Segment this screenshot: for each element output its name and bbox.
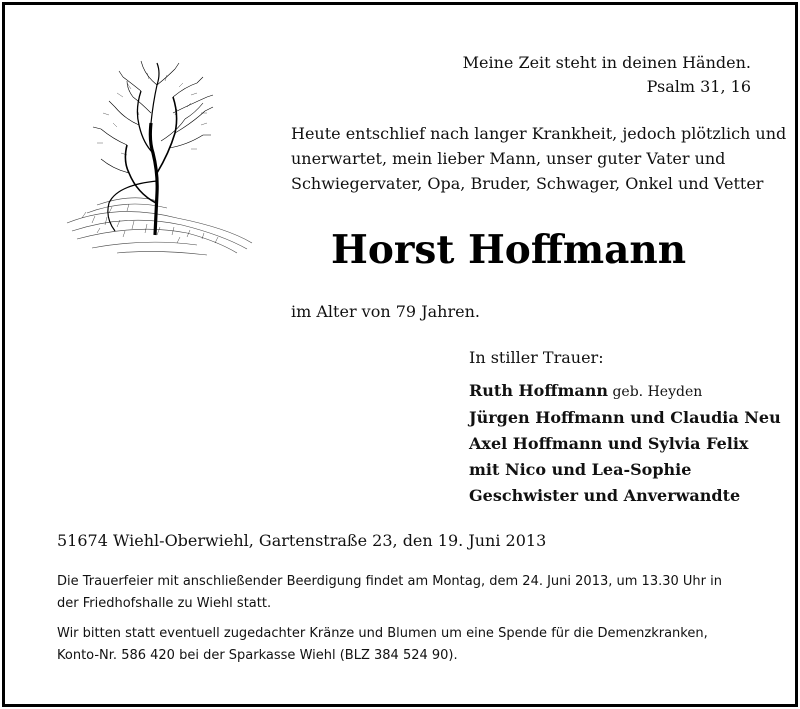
donation-note xyxy=(57,623,749,667)
address-line: 51674 Wiehl-Oberwiehl, Gartenstraße 23, den 19. Juni 2013 xyxy=(57,531,547,550)
deceased-name: Horst Hoffmann xyxy=(331,227,687,273)
intro-text xyxy=(291,121,787,196)
verse-text: Meine Zeit steht in deinen Händen. xyxy=(462,53,751,72)
mourner-entry: Geschwister und Anverwandte xyxy=(469,486,741,505)
mourner-entry: Axel Hoffmann und Sylvia Felix xyxy=(469,434,749,453)
mourner-entry: Jürgen Hoffmann und Claudia Neu xyxy=(469,408,781,427)
mourner-entry: Ruth Hoffmann geb. Heyden xyxy=(469,381,703,400)
intro-line: unerwartet, mein lieber Mann, unser guter Vater und xyxy=(291,149,726,168)
donation-note-line: Konto-Nr. 586 420 bei der Sparkasse Wiehl (BLZ 384 524 90). xyxy=(57,648,458,663)
age-line: im Alter von 79 Jahren. xyxy=(291,302,480,321)
verse-reference: Psalm 31, 16 xyxy=(646,77,751,96)
intro-line: Heute entschlief nach langer Krankheit, jedoch plötzlich und xyxy=(291,124,787,143)
funeral-note xyxy=(57,571,749,615)
obituary-notice xyxy=(2,2,798,707)
mourner-maiden-name: geb. Heyden xyxy=(608,384,703,400)
funeral-note-line: der Friedhofshalle zu Wiehl statt. xyxy=(57,596,272,611)
mourner-entry: mit Nico und Lea-Sophie xyxy=(469,460,692,479)
intro-line: Schwiegervater, Opa, Bruder, Schwager, Onkel und Vetter xyxy=(291,174,764,193)
tree-illustration xyxy=(57,53,257,263)
mourners-list xyxy=(469,378,781,509)
donation-note-line: Wir bitten statt eventuell zugedachter Kränze und Blumen um eine Spende für die Demenzkranken, xyxy=(57,626,708,641)
bible-verse xyxy=(463,51,751,99)
funeral-note-line: Die Trauerfeier mit anschließender Beerdigung findet am Montag, dem 24. Juni 2013, um 13.30 Uhr in xyxy=(57,574,722,589)
mourning-heading: In stiller Trauer: xyxy=(469,348,604,367)
